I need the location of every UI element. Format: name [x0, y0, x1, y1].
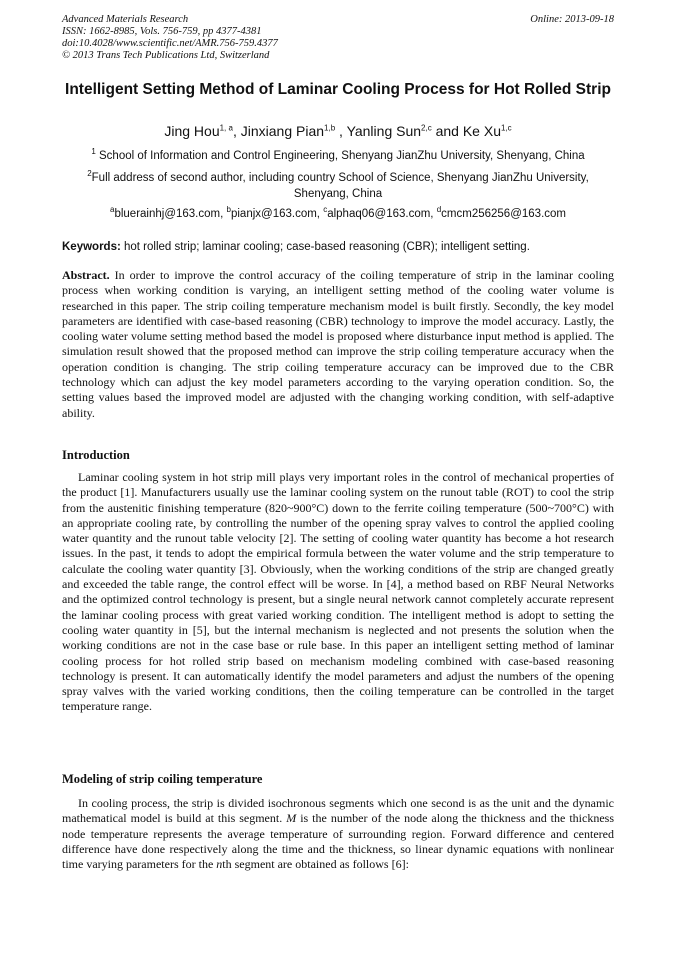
journal-header	[62, 14, 614, 62]
abstract-text: In order to improve the control accuracy of the coiling temperature of strip in the laminar cooling process when working condition is varying, an intelligent setting method of the cooling water volume is researched in this paper. The strip coiling temperature mechanism model is built firstly. Secondly, the key model parameters are identified with case-based reasoning (CBR) technology to improve the model accuracy. Lastly, the cooling water volume setting method based the model is proposed where disturbance input method is applied. The simulation result showed that the proposed method can improve the strip coiling temperature accuracy when the operation condition is changing. The strip coiling temperature accuracy can be improved due to the CBR technology which can adjust the key model parameters according to the varying operation condition. So, the setting values based the improved model are adjusted with the changing working condition, with self-adaptive ability.	[62, 268, 615, 420]
doi-line[interactable]: doi:10.4028/www.scientific.net/AMR.756-759.4377	[62, 38, 278, 49]
email-link[interactable]: bluerainhj@163.com,	[114, 208, 224, 220]
email-link[interactable]: alphaq06@163.com,	[327, 208, 434, 220]
email-sup: a	[110, 205, 115, 215]
keywords-label: Keywords:	[62, 241, 121, 253]
email-sup: b	[226, 205, 231, 215]
affiliation-sup: 1	[91, 147, 96, 157]
online-date: Online: 2013-09-18	[530, 14, 614, 25]
abstract	[62, 268, 614, 421]
author-sup: 2,c	[421, 123, 432, 133]
paper-title: Intelligent Setting Method of Laminar Cooling Process for Hot Rolled Strip	[65, 81, 611, 98]
introduction-paragraph: Laminar cooling system in hot strip mill plays very important roles in the control of mechanical properties of the product [1]. Manufacturers usually use the laminar cooling system on the runout table (ROT) to cool the strip from the austenitic finishing temperature (820~900°C) down to the ferrite coiling temperature (500~700°C) with an appropriate cooling rate, by controlling the number of the opening spray valves to control the applied cooling water quantity and the runout table velocity [2]. The setting of cooling water quantity has become a hot research issues. In the past, it tends to adopt the empirical formula between the water volume and the strip temperature to calculate the cooling water quantity [3]. Obviously, when the working conditions of the strip are changed greatly and exceeded the table range, the control effect will be worse. In [4], a method based on RBF Neural Networks and the optimized control technology is present, but a single neural network cannot completely accurate represent the laminar cooling process with great varied working condition. The intelligent method is adopt to setting the cooling water quantity in [5], but the internal mechanism is neglected and not presents the solution when the working conditions are not in the case base or rule base. In this paper an intelligent setting method of laminar cooling process for hot rolled strip based on mechanism modeling combined with case-based reasoning technology is present. It can automatically identify the model parameters and adjust the numbers of the opening spray valves with the varied working conditions, then the coiling temperature can be controlled in the target temperature range.	[62, 470, 614, 714]
modeling-text: is the number of the node along the thickness and the thickness node temperature represents the average temperature of surrounding region. Forward difference and centered difference have done respectively along the time and the thickness, so linear dynamic equations with nonlinear time varying parameters for the	[62, 811, 614, 872]
affiliation-sup: 2	[87, 169, 92, 179]
modeling-text: th segment are obtained as follows [6]:	[222, 857, 409, 872]
author-list: Jing Hou$^{1, a}$, Jinxiang Pian$^{1,b}$ , Yanling Sun$^{2,c}$ and Ke Xu$^{1,c}$	[164, 123, 512, 139]
abstract-label: Abstract.	[62, 268, 110, 282]
author-sup: 1,c	[500, 123, 512, 133]
modeling-paragraph	[62, 796, 614, 872]
email-sup: d	[436, 205, 442, 215]
modeling-text: In cooling process, the strip is divided isochronous segments which one second is as the unit and the dynamic mathematical model is build at this segment.	[62, 796, 614, 826]
author-name: Yanling Sun	[346, 123, 422, 139]
author-sup: 1, a	[219, 123, 233, 133]
variable-n: n	[216, 857, 223, 872]
keywords	[62, 240, 614, 254]
email-link[interactable]: cmcm256256@163.com	[441, 208, 566, 220]
affiliation-1	[62, 148, 614, 164]
affiliation-text: School of Information and Control Engineering, Shenyang JianZhu University, Shenyang, China	[99, 150, 585, 162]
author-name: Jinxiang Pian	[240, 123, 325, 139]
affiliation-text: Full address of second author, including country School of Science, Shenyang JianZhu University, Shenyang, China	[91, 172, 589, 200]
author-name: Ke Xu	[462, 123, 501, 139]
keywords-text: hot rolled strip; laminar cooling; case-based reasoning (CBR); intelligent setting.	[124, 241, 530, 253]
author-name: Jing Hou	[164, 123, 220, 139]
copyright-line: © 2013 Trans Tech Publications Ltd, Switzerland	[62, 50, 270, 61]
section-heading-modeling: Modeling of strip coiling temperature	[62, 772, 263, 786]
author-sup: 1,b	[324, 123, 336, 133]
email-link[interactable]: pianjx@163.com,	[230, 208, 320, 220]
email-line	[62, 206, 614, 222]
issn-line: ISSN: 1662-8985, Vols. 756-759, pp 4377-4381	[62, 26, 262, 37]
variable-m: M	[286, 811, 297, 826]
journal-name: Advanced Materials Research	[62, 14, 189, 25]
affiliation-2	[62, 170, 614, 202]
email-sup: c	[323, 205, 328, 215]
section-heading-introduction: Introduction	[62, 448, 130, 462]
